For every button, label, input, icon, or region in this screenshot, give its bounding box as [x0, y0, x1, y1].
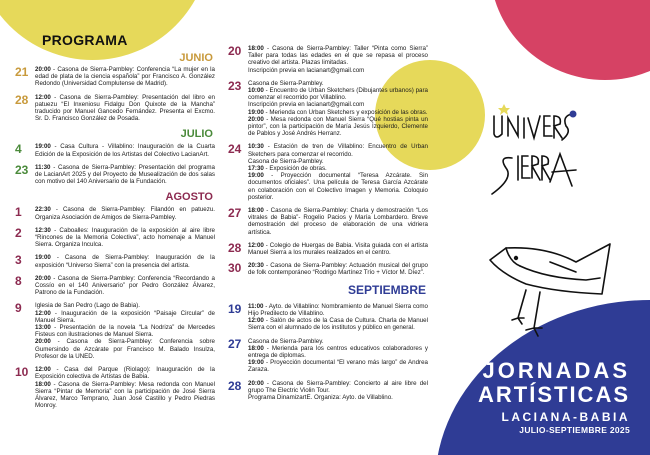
event-line: 12:30 - Caboalles: Inauguración de la exposición al aire libre “Rincones de la Memoria Colectiva”, acto homenaje a Manuel Sierra. Organiza Inculca.	[35, 226, 215, 249]
event-description	[35, 206, 215, 220]
event-line: 17:30 - Exposición de obras.	[248, 165, 327, 173]
event-day: 8	[15, 273, 22, 288]
julio-events	[15, 143, 215, 185]
event-line: 22:30 - Casona de Sierra-Pambley: Filandón en patuezu. Organiza Asociación de Amigos de Sierra-Pambley.	[35, 206, 215, 221]
event-line: 20:00 - Casona de Sierra-Pambley: Conferencia “Recordando a Cossío en el 140 Aniversario” por Pedro González Álvarez, Patrono de la Fundación.	[35, 274, 215, 297]
month-header-julio: JULIO	[180, 128, 213, 141]
event-entry	[15, 66, 215, 88]
decorative-red-circle	[490, 0, 650, 80]
event-line: 20:00 - Casona de Sierra-Pambley: Conferencia sobre Gumersindo de Azcárate por Francisco M. Balado Insulza, Profesor de la UNED.	[35, 338, 215, 360]
blue-dot-icon	[570, 111, 577, 118]
event-day: 21	[15, 65, 29, 79]
event-description	[248, 242, 428, 256]
event-description	[248, 45, 428, 74]
event-entry	[15, 206, 215, 220]
decorative-yellow-circle-top	[0, 0, 210, 60]
event-entry	[15, 275, 215, 297]
event-day: 19	[228, 301, 242, 316]
event-entry	[228, 45, 428, 74]
festival-dates: JULIO-SEPTIEMBRE 2025	[519, 425, 630, 435]
event-description	[248, 262, 428, 276]
event-description	[248, 80, 428, 138]
middle-column	[228, 45, 428, 407]
event-description	[35, 164, 215, 186]
event-line: Casona de Sierra-Pambley.	[248, 79, 324, 87]
event-entry	[228, 143, 428, 201]
event-line: Inscripción previa en lacianart@gmail.com	[248, 66, 365, 74]
event-line: 18:00 - Casona de Sierra-Pambley: Charla y demostración “Los vitrales de Babia”- Rogelio Pacios y María Lombardero. Breve demostración del proceso de elaboración de una vidriera artística.	[248, 207, 428, 236]
event-line: 13:00 - Presentación de la novela “La Nodriza” de Mercedes Fisteus con ilustraciones de Manuel Sierra.	[35, 324, 215, 339]
event-description	[35, 275, 215, 297]
event-line: 10:30 - Estación de tren de Villablino: Encuentro de Urban Sketchers para comenzar el recorrido.	[248, 143, 428, 158]
event-entry	[228, 262, 428, 276]
month-header-agosto: AGOSTO	[165, 191, 213, 204]
event-line: 19:00 - Proyección documental “Teresa Azcárate. Sin documentos oficiales”. Una película de Teresa García Azcárate en colaboración con el Colectivo Imagen y Memoria. Coloquio posterior.	[248, 172, 428, 201]
event-line: 12:00 - Inauguración de la exposición “Paisaje Circular” de Manuel Sierra.	[35, 309, 215, 324]
event-day: 3	[15, 253, 22, 268]
event-day: 28	[228, 378, 242, 393]
bird-eye-icon	[514, 256, 518, 260]
event-entry	[228, 338, 428, 374]
septiembre-events	[228, 303, 428, 401]
event-line: 20:30 - Casona de Sierra-Pambley: Actuación musical del grupo de folk contemporáneo “Rodrigo Martínez Trío + Víctor M. Díez”.	[248, 262, 428, 277]
event-description	[248, 207, 428, 236]
event-entry	[228, 303, 428, 332]
event-description	[35, 143, 215, 157]
event-line: Iglesia de San Pedro (Lago de Babia).	[35, 302, 140, 310]
event-entry	[15, 94, 215, 123]
event-line: 10:00 - Encuentro de Urban Sketchers (Dibujantes urbanos) para comenzar el recorrido por Villablino.	[248, 87, 428, 102]
event-description	[248, 380, 428, 402]
event-day: 1	[15, 205, 22, 220]
left-column	[15, 52, 215, 415]
event-entry	[15, 302, 215, 360]
event-line: Casona de Sierra-Pambley.	[248, 157, 324, 165]
event-description	[35, 66, 215, 88]
event-description	[248, 338, 428, 374]
event-line: 12:00 - Colegio de Huergas de Babia. Visita guiada con el artista Manuel Sierra a los murales realizados en el centro.	[248, 241, 428, 257]
event-day: 30	[228, 261, 242, 276]
event-line: 20:00 - Casona de Sierra-Pambley: Concierto al aire libre del grupo The Electric Violin Tour.	[248, 379, 428, 394]
event-entry	[15, 227, 215, 249]
event-day: 24	[228, 142, 242, 157]
event-line: 11:00 - Ayto. de Villablino: Nombramiento de Manuel Sierra como Hijo Predilecto de Villablino.	[248, 302, 428, 317]
program-title: PROGRAMA	[42, 32, 128, 48]
junio-events	[15, 66, 215, 122]
event-line: Programa DinamizartE. Organiza: Ayto. de Villablino.	[248, 393, 393, 401]
event-entry	[228, 80, 428, 138]
festival-subtitle: LACIANA-BABIA	[501, 410, 630, 424]
event-entry	[228, 207, 428, 236]
event-line: Inscripción previa en lacianart@gmail.com	[248, 101, 365, 109]
event-line: 12:00 - Casa del Parque (Riolago): Inauguración de la Exposición colectiva de Artistas de Babia.	[35, 366, 215, 381]
event-day: 20	[228, 44, 242, 58]
agosto-events-continued	[228, 45, 428, 277]
event-line: 19:00 - Merienda con Urban Sketchers y exposición de las obras.	[248, 108, 428, 116]
event-day: 27	[228, 336, 242, 351]
event-description	[35, 94, 215, 123]
event-line: 11:30 - Casona de Sierra-Pambley: Presentación del programa de LacianArt 2025 y del Proyecto de Musealización de dos salas con motivo del 140 Aniversario de la Fundación.	[35, 163, 215, 186]
festival-title-line2: ARTÍSTICAS	[478, 382, 630, 407]
event-description	[35, 254, 215, 268]
event-day: 28	[15, 92, 29, 107]
event-day: 9	[15, 301, 22, 316]
event-day: 28	[228, 240, 242, 255]
event-line: 20:00 - Mesa redonda con Manuel Sierra “Qué hostias pinta un pintor”, con la participación de María Jesús Izquierdo, Clemente de Pablos y José Andrés Herranz.	[248, 115, 428, 138]
event-description	[35, 227, 215, 249]
star-icon	[498, 104, 510, 115]
universo-sierra-logo	[488, 98, 578, 208]
event-entry	[15, 366, 215, 409]
event-description	[248, 143, 428, 201]
agosto-events	[15, 206, 215, 409]
event-line: 20:00 - Casona de Sierra-Pambley: Conferencia “La mujer en la edad de plata de la ciencia española” por Francisco A. González Redondo (Universidad Complutense de Madrid).	[35, 66, 215, 88]
event-day: 23	[15, 162, 29, 177]
event-line: 12:00 - Salón de actos de la Casa de Cultura. Charla de Manuel Sierra con el alumnado de los institutos y público en general.	[248, 317, 428, 332]
event-line: 18:00 - Merienda para los centros educativos colaboradores y entrega de diplomas.	[248, 344, 428, 359]
event-entry	[15, 254, 215, 268]
event-line: 18:00 - Casona de Sierra-Pambley: Taller “Pinta como Sierra” Taller para todas las edades en el que se repasa el proceso creativo del artista. Plazas limitadas.	[248, 45, 428, 67]
bird-illustration	[486, 232, 636, 342]
event-description	[35, 302, 215, 360]
event-day: 2	[15, 225, 22, 240]
event-day: 27	[228, 206, 242, 221]
month-header-junio: JUNIO	[179, 52, 213, 64]
event-entry	[228, 242, 428, 256]
event-line: 19:00 - Casa Cultura - Villablino: Inauguración de la Cuarta Edición de la Exposición de los Artistas del Colectivo LacianArt.	[35, 143, 215, 158]
event-description	[248, 303, 428, 332]
event-entry	[15, 164, 215, 186]
event-day: 4	[15, 142, 22, 157]
event-line: 19:00 - Proyección documental “El verano más largo” de Andrea Zaraza.	[248, 359, 428, 374]
event-line: 18:00 - Casona de Sierra-Pambley: Mesa redonda con Manuel Sierra “Pintar de Memoria” con la participación de José Sierra Álvarez, Marco Temprano, Juan José Castillo y Pedro Piedras Monroy.	[35, 380, 215, 410]
event-day: 10	[15, 365, 29, 380]
event-description	[35, 366, 215, 409]
month-header-septiembre: SEPTIEMBRE	[347, 282, 426, 297]
event-line: 19:00 - Casona de Sierra-Pambley: Inauguración de la exposición “Universo Sierra” con la presencia del artista.	[35, 254, 215, 269]
event-line: 12:00 - Casona de Sierra-Pambley: Presentación del libro en patuezu “El Inxeniosu Fidalgu Don Quixote de la Mancha” traducido por Manuel Gancedo Fernández. Presenta el Excmo. Sr. D. Francisco González de Posada.	[35, 93, 215, 123]
event-entry	[228, 380, 428, 402]
event-line: Casona de Sierra-Pambley.	[248, 337, 324, 345]
event-entry	[15, 143, 215, 157]
event-day: 23	[228, 78, 242, 93]
festival-title-line1: JORNADAS	[482, 358, 630, 383]
